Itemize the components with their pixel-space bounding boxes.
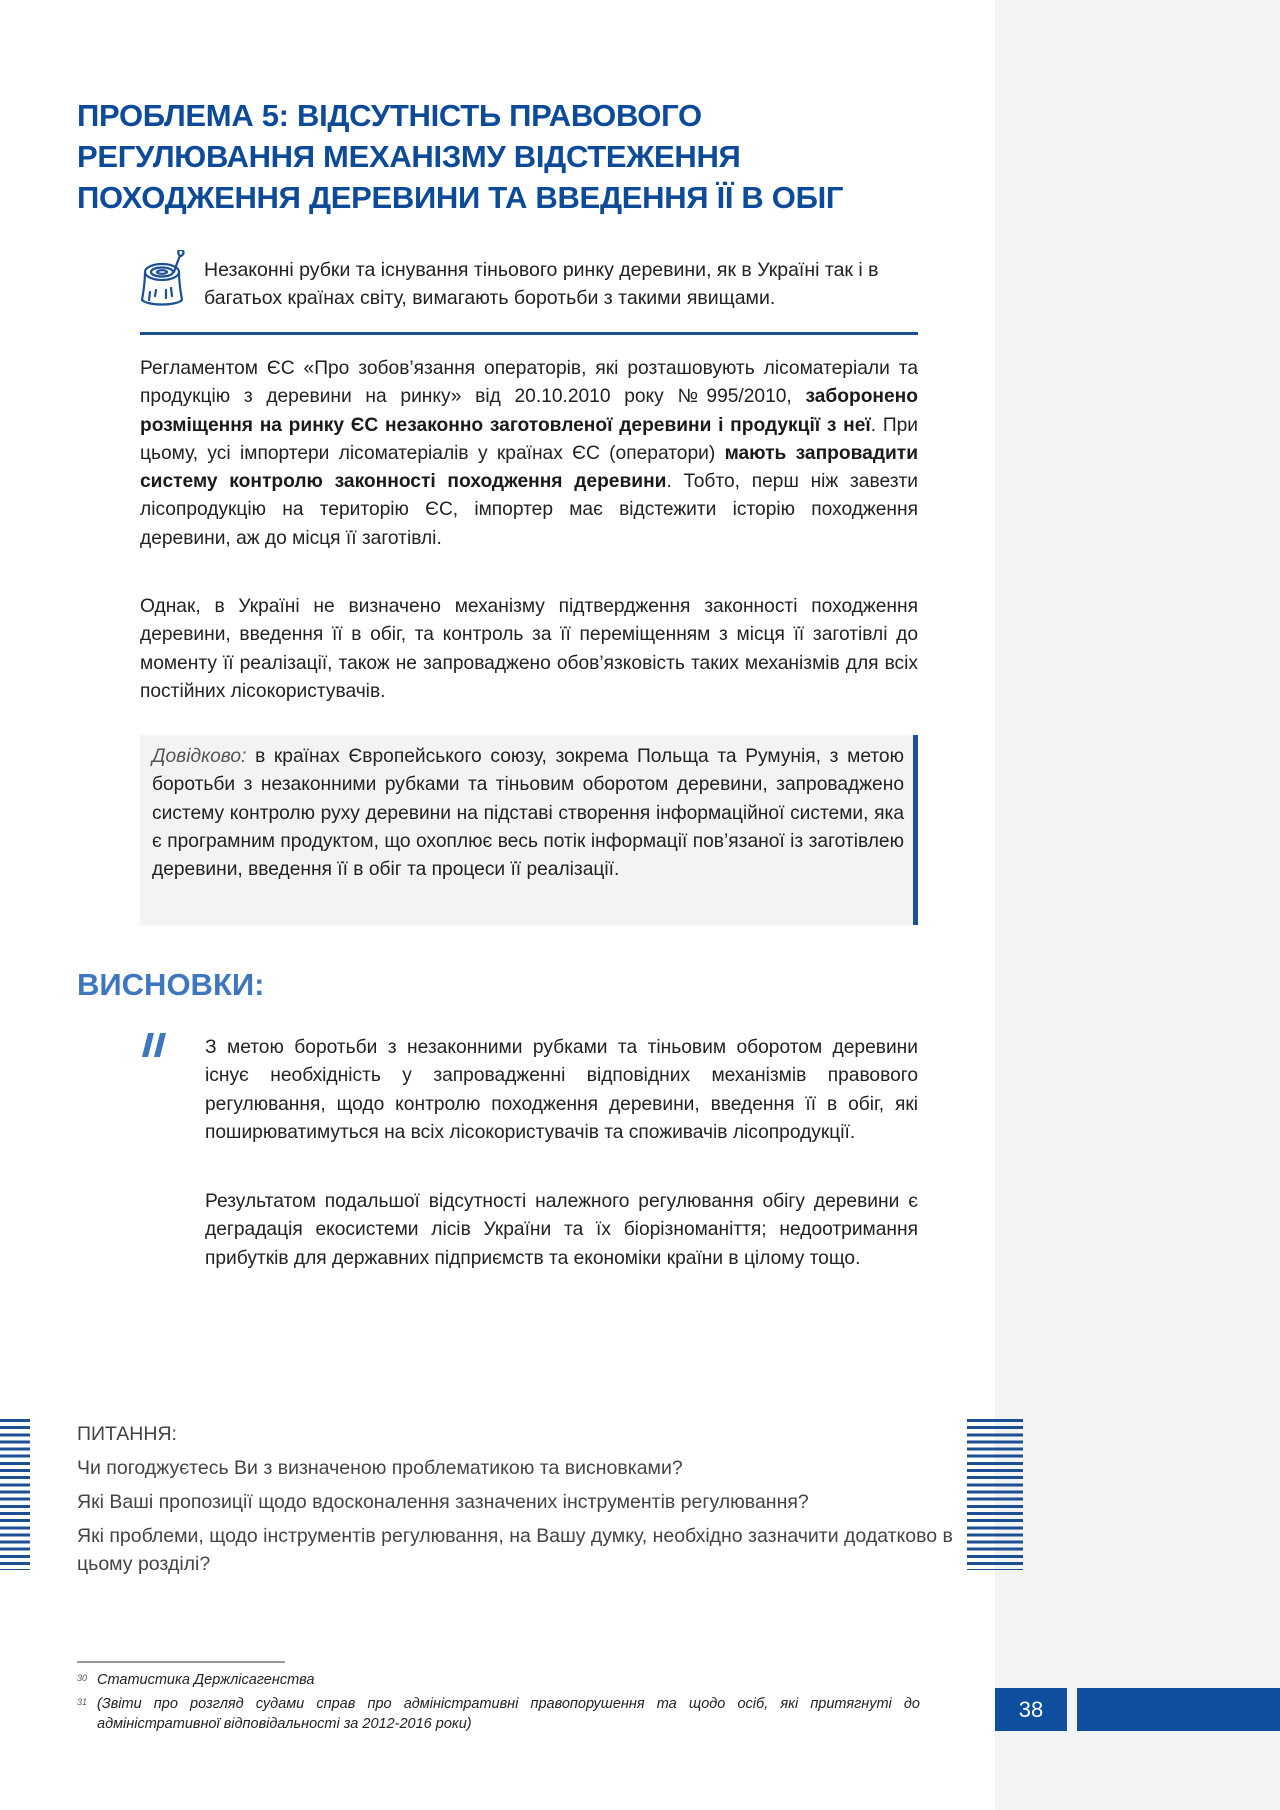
footnote-divider xyxy=(77,1661,285,1663)
reference-note-text xyxy=(152,743,904,884)
conclusion-paragraph: Результатом подальшої відсутності належного регулювання обігу деревини є деградація екосистеми лісів України та їх біорізноманіття; недоотримання прибутків для державних підприємств та економіки країни в цілому тощо. xyxy=(205,1191,918,1269)
footnote-number: 31 xyxy=(77,1697,88,1707)
question-item: Які Ваші пропозиції щодо вдосконалення зазначених інструментів регулювання? xyxy=(77,1491,809,1513)
divider xyxy=(140,332,918,335)
bold-text-run: заборонено розміщення на ринку ЄС незаконно заготовленої деревини і продукції з неї xyxy=(140,386,918,436)
questions-block xyxy=(77,1417,957,1578)
footnotes xyxy=(77,1670,920,1738)
title-line: ПРОБЛЕМА 5: ВІДСУТНІСТЬ ПРАВОВОГО xyxy=(77,98,702,133)
text-run: Регламентом ЄС «Про зобов’язання операторів, які розташовують лісоматеріали та продукцію з деревини на ринку» від 20.10.2010 року №995/2010, xyxy=(140,358,918,408)
text-run: . При цьому, усі імпортери лісоматеріалів у країнах ЄС (оператори) xyxy=(140,414,918,464)
reference-note-label: Довідково: xyxy=(152,746,247,767)
bold-text-run: мають запровадити систему контролю законності походження деревини xyxy=(140,442,918,493)
reference-note-box xyxy=(140,735,918,925)
lead-text: Незаконні рубки та існування тіньового ринку деревини, як в Україні так і в багатьох країнах світу, вимагають боротьби з такими явищами. xyxy=(204,259,879,309)
page-number: 38 xyxy=(995,1688,1067,1731)
question-item: Чи погоджуєтесь Ви з визначеною проблематикою та висновками? xyxy=(77,1457,683,1479)
footnote-text: (Звіти про розгляд судами справ про адміністративні правопорушення та щодо осіб, які притягнуті до адміністративної відповідальності за 2012-2016 роки) xyxy=(97,1696,920,1732)
conclusions-heading: ВИСНОВКИ: xyxy=(77,967,265,1002)
footnote xyxy=(77,1670,920,1690)
footnote xyxy=(77,1694,920,1734)
side-margin-panel xyxy=(995,0,1280,1810)
title-line: ПОХОДЖЕННЯ ДЕРЕВИНИ ТА ВВЕДЕННЯ ЇЇ В ОБІГ xyxy=(77,180,844,215)
quote-mark-icon xyxy=(140,1030,170,1060)
text-run: . Тобто, перш ніж завезти лісопродукцію на територію ЄС, імпортер має відстежити історію походження деревини, аж до місця її заготівлі. xyxy=(140,471,918,549)
decorative-stripes xyxy=(967,1419,1023,1570)
tree-stump-icon xyxy=(140,250,192,310)
conclusion-paragraph: З метою боротьби з незаконними рубками та тіньовим оборотом деревини існує необхідність у запровадженні відповідних механізмів правового регулювання, щодо контролю походження деревини, введення її в обіг, які поширюватимуться на всіх лісокористувачів та споживачів лісопродукції. xyxy=(205,1037,918,1143)
questions-heading: ПИТАННЯ: xyxy=(77,1423,177,1445)
footnote-text: Статистика Держлісагенства xyxy=(97,1672,315,1688)
page-footer-bar xyxy=(1077,1688,1280,1731)
footnote-number: 30 xyxy=(77,1673,88,1683)
body-paragraph: Однак, в Україні не визначено механізму підтвердження законності походження деревини, введення її в обіг, та контроль за її переміщенням з місця її заготівлі до моменту її реалізації, також не запроваджено обов’язковість таких механізмів для всіх постійних лісокористувачів. xyxy=(140,596,918,702)
question-item: Які проблеми, щодо інструментів регулювання, на Вашу думку, необхідно зазначити додатково в цьому розділі? xyxy=(77,1525,953,1575)
title-line: РЕГУЛЮВАННЯ МЕХАНІЗМУ ВІДСТЕЖЕННЯ xyxy=(77,139,741,174)
body-paragraph xyxy=(140,355,918,553)
page-title xyxy=(77,95,937,218)
decorative-stripes xyxy=(0,1419,30,1570)
text-run: в країнах Європейського союзу, зокрема Польща та Румунія, з метою боротьби з незаконними рубками та тіньовим оборотом деревини, запроваджено систему контролю руху деревини на підставі створення інформаційної системи, яка є програмним продуктом, що охоплює весь потік інформації пов’язаної із заготівлею деревини, введення її в обіг та процеси її реалізації. xyxy=(152,746,904,881)
